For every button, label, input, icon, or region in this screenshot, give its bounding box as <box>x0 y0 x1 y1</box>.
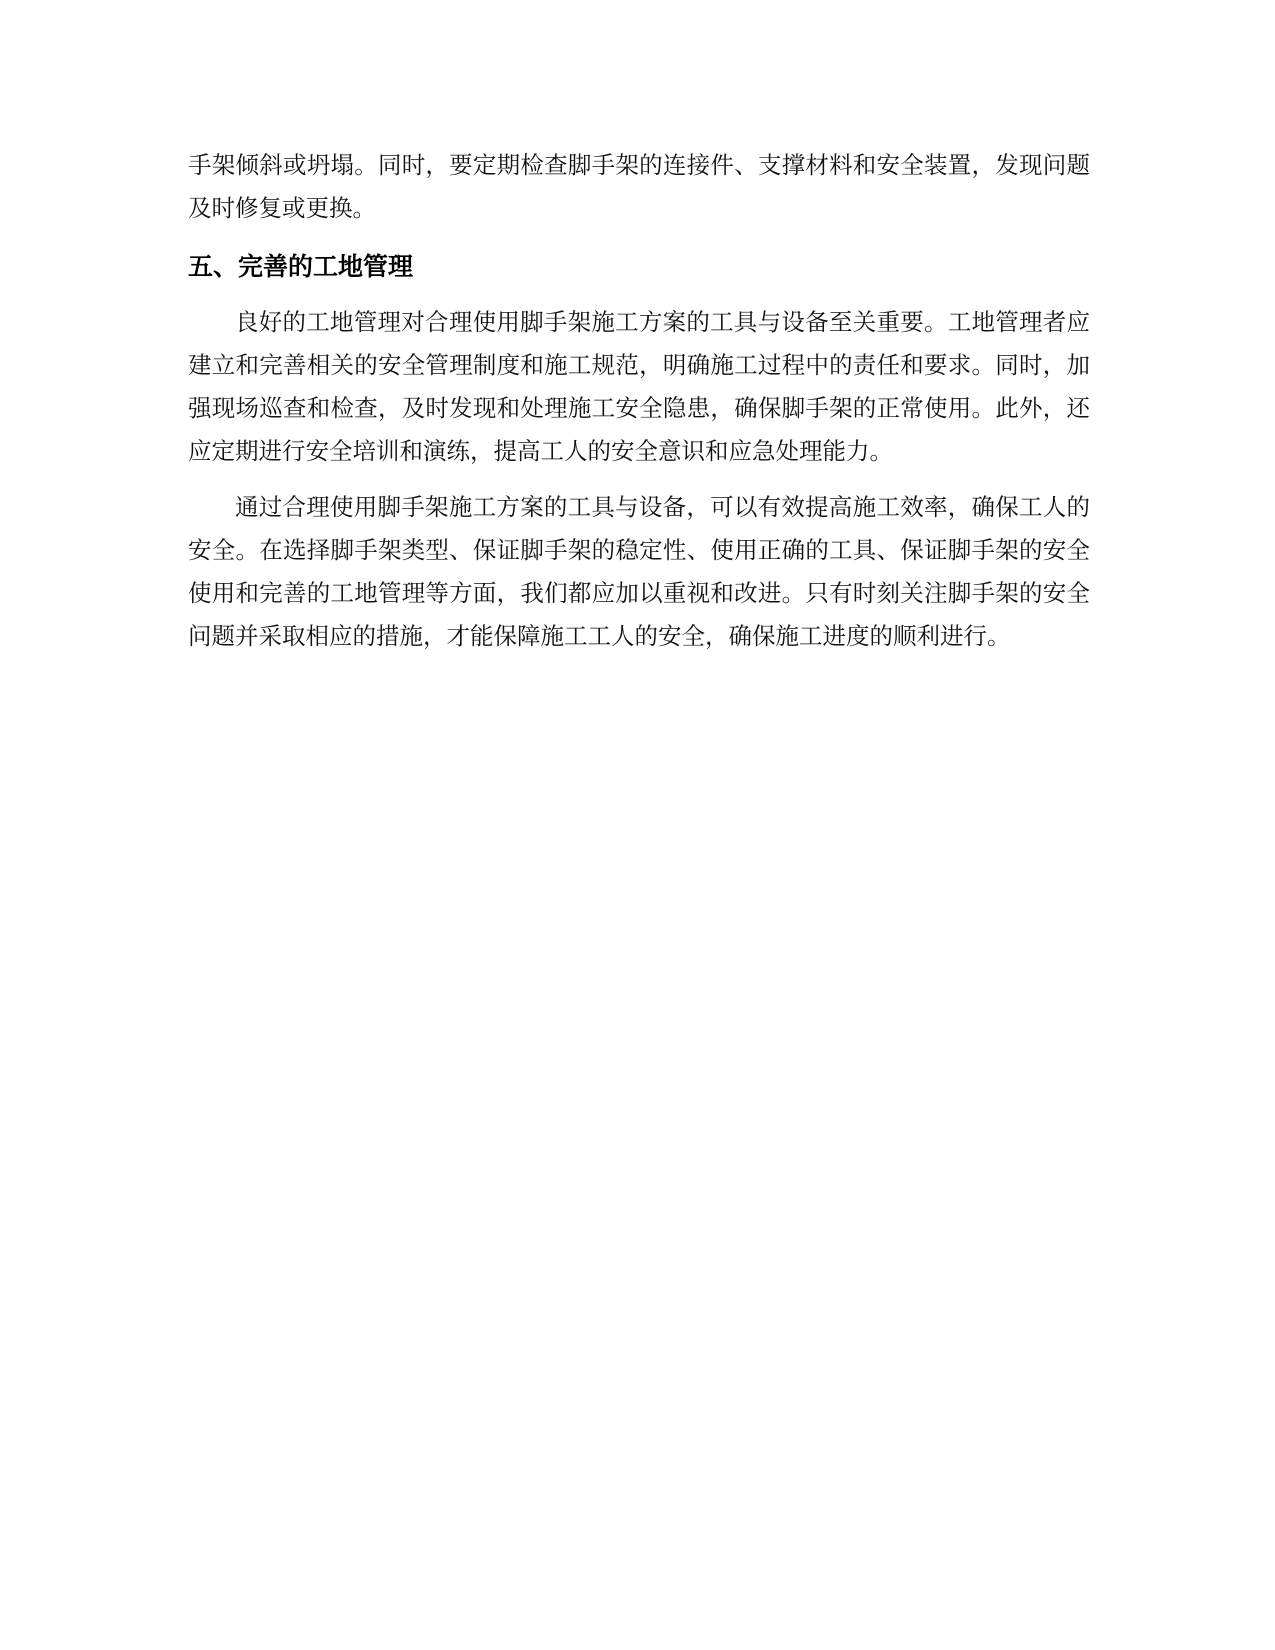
paragraph-conclusion: 通过合理使用脚手架施工方案的工具与设备，可以有效提高施工效率，确保工人的安全。在选择脚手架类型、保证脚手架的稳定性、使用正确的工具、保证脚手架的安全使用和完善的工地管理等方面，我们都应加以重视和改进。只有时刻关注脚手架的安全问题并采取相应的措施，才能保障施工工人的安全，确保施工进度的顺利进行。 <box>188 493 1090 650</box>
paragraph-continuation: 手架倾斜或坍塌。同时，要定期检查脚手架的连接件、支撑材料和安全装置，发现问题及时修复或更换。 <box>188 151 1090 222</box>
section-heading: 五、完善的工地管理 <box>188 252 414 281</box>
document-body <box>188 144 1090 658</box>
paragraph-site-management: 良好的工地管理对合理使用脚手架施工方案的工具与设备至关重要。工地管理者应建立和完善相关的安全管理制度和施工规范，明确施工过程中的责任和要求。同时，加强现场巡查和检查，及时发现和处理施工安全隐患，确保脚手架的正常使用。此外，还应定期进行安全培训和演练，提高工人的安全意识和应急处理能力。 <box>188 308 1090 465</box>
